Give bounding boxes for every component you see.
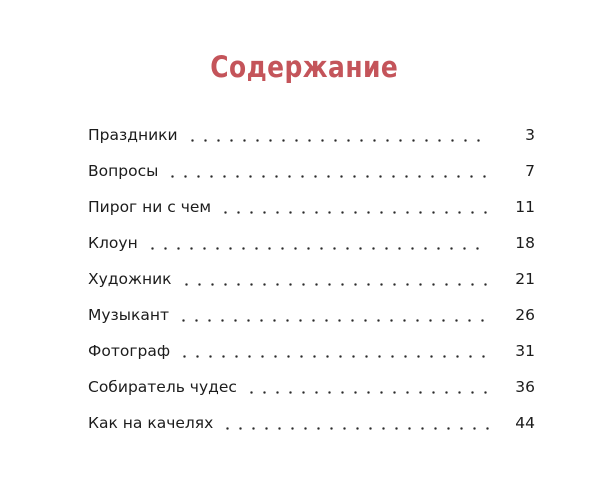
toc-entry bbox=[88, 297, 535, 333]
toc-entry-title: Праздники bbox=[88, 126, 178, 144]
toc-entry-title: Художник bbox=[88, 270, 172, 288]
toc-entry-page-number: 26 bbox=[515, 306, 535, 324]
toc-entry bbox=[88, 117, 535, 153]
toc-entry-title: Клоун bbox=[88, 234, 138, 252]
table-of-contents bbox=[88, 117, 535, 441]
toc-entry-title: Пирог ни с чем bbox=[88, 198, 212, 216]
toc-entry bbox=[88, 153, 535, 189]
dot-leader bbox=[186, 139, 489, 142]
toc-entry bbox=[88, 369, 535, 405]
toc-entry bbox=[88, 333, 535, 369]
toc-entry-page-number: 36 bbox=[515, 378, 535, 396]
toc-entry-page-number: 7 bbox=[525, 162, 535, 180]
dot-leader bbox=[245, 391, 489, 394]
toc-entry bbox=[88, 261, 535, 297]
toc-entry bbox=[88, 405, 535, 441]
toc-entry-title: Как на качелях bbox=[88, 414, 214, 432]
toc-entry-page-number: 21 bbox=[515, 270, 535, 288]
toc-entry-title: Вопросы bbox=[88, 162, 159, 180]
dot-leader bbox=[178, 355, 489, 358]
page-title: Содержание bbox=[210, 50, 399, 84]
toc-entry-title: Собиратель чудес bbox=[88, 378, 237, 396]
dot-leader bbox=[166, 175, 489, 178]
dot-leader bbox=[221, 427, 489, 430]
toc-entry-page-number: 44 bbox=[515, 414, 535, 432]
dot-leader bbox=[180, 283, 489, 286]
dot-leader bbox=[219, 211, 489, 214]
dot-leader bbox=[177, 319, 489, 322]
toc-entry-page-number: 3 bbox=[525, 126, 535, 144]
toc-entry bbox=[88, 189, 535, 225]
toc-entry-title: Фотограф bbox=[88, 342, 171, 360]
toc-entry bbox=[88, 225, 535, 261]
toc-entry-title: Музыкант bbox=[88, 306, 170, 324]
toc-entry-page-number: 11 bbox=[515, 198, 535, 216]
toc-entry-page-number: 31 bbox=[515, 342, 535, 360]
dot-leader bbox=[146, 247, 489, 250]
toc-entry-page-number: 18 bbox=[515, 234, 535, 252]
